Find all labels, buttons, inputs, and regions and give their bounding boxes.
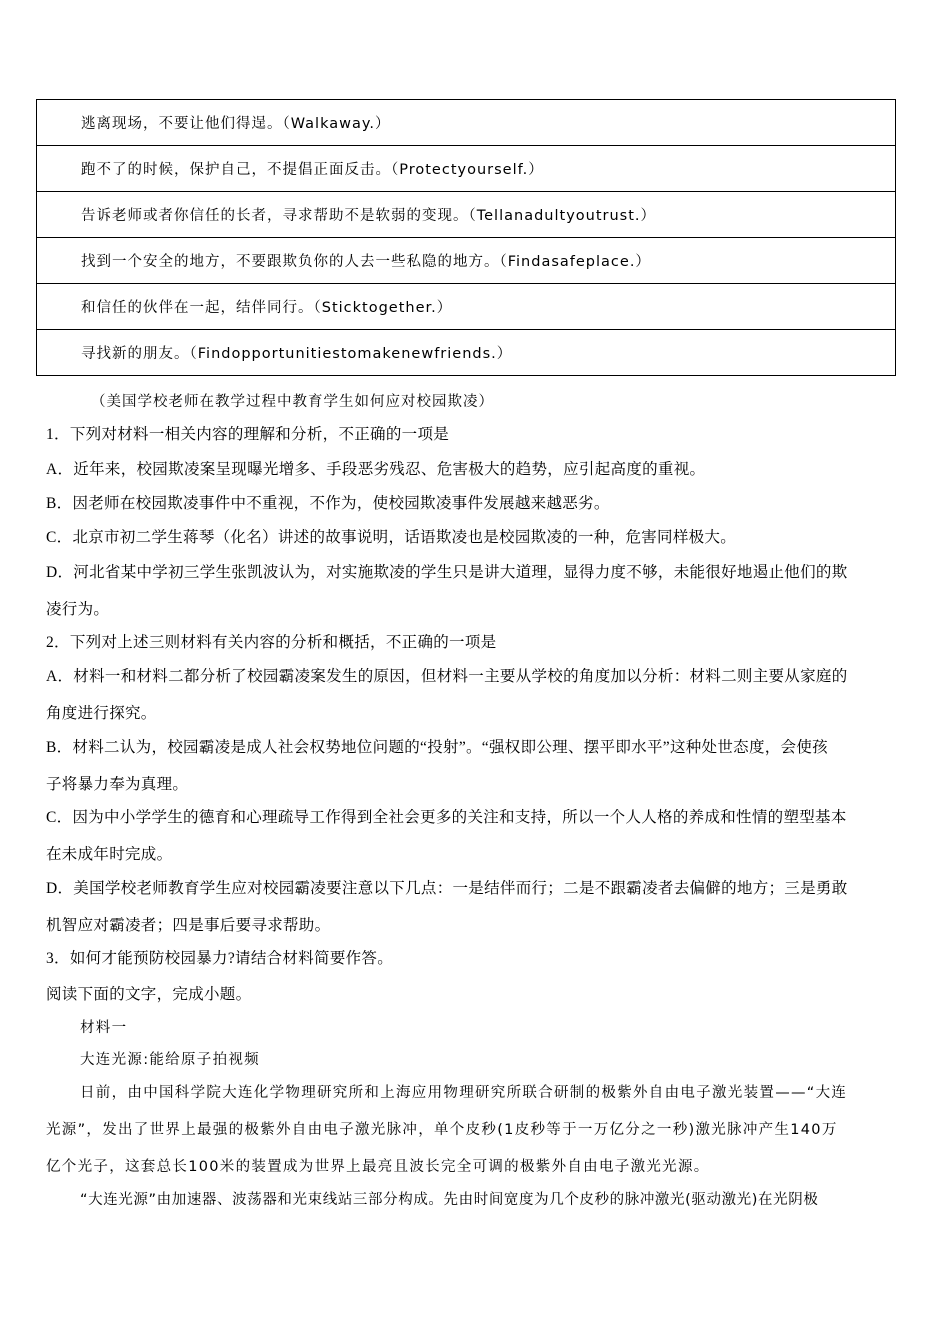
question-1-option-d: D．河北省某中学初三学生张凯波认为，对实施欺凌的学生只是讲大道理，显得力度不够，未能很好地遏止他们的欺 — [46, 564, 848, 581]
table-row: 找到一个安全的地方，不要跟欺负你的人去一些私隐的地方。（Findasafeplace.） — [37, 238, 896, 284]
material-paragraph-2: “大连光源”由加速器、波荡器和光束线站三部分构成。先由时间宽度为几个皮秒的脉冲激光(驱动激光)在光阴极 — [80, 1192, 819, 1208]
table-row: 寻找新的朋友。（Findopportunitiestomakenewfriends.） — [37, 330, 896, 376]
question-2-option-c: C．因为中小学学生的德育和心理疏导工作得到全社会更多的关注和支持，所以一个人人格的养成和性情的塑型基本 — [46, 809, 847, 826]
question-2-option-a: A．材料一和材料二都分析了校园霸凌案发生的原因，但材料一主要从学校的角度加以分析：材料二则主要从家庭的 — [46, 668, 848, 685]
material-paragraph-1: 日前，由中国科学院大连化学物理研究所和上海应用物理研究所联合研制的极紫外自由电子激光装置——“大连 — [80, 1085, 848, 1101]
question-2-option-b-cont: 子将暴力奉为真理。 — [46, 776, 189, 793]
question-2-option-c-cont: 在未成年时完成。 — [46, 846, 173, 863]
safety-tips-table — [36, 99, 896, 376]
material-title: 大连光源:能给原子拍视频 — [80, 1052, 260, 1068]
material-label: 材料一 — [80, 1020, 128, 1036]
material-paragraph-1-cont: 光源”，发出了世界上最强的极紫外自由电子激光脉冲，单个皮秒(1皮秒等于一万亿分之一秒)激光脉冲产生140万 — [46, 1122, 838, 1138]
question-1-option-d-cont: 凌行为。 — [46, 601, 110, 618]
question-1-option-a: A．近年来，校园欺凌案呈现曝光增多、手段恶劣残忍、危害极大的趋势，应引起高度的重视。 — [46, 461, 706, 478]
question-1-option-b: B．因老师在校园欺凌事件中不重视，不作为，使校园欺凌事件发展越来越恶劣。 — [46, 495, 610, 512]
question-2-option-b: B．材料二认为，校园霸凌是成人社会权势地位问题的“投射”。“强权即公理、摆平即水平”这种处世态度，会使孩 — [46, 739, 828, 756]
material-paragraph-1-cont: 亿个光子，这套总长100米的装置成为世界上最亮且波长完全可调的极紫外自由电子激光光源。 — [46, 1159, 710, 1175]
question-2-option-d-cont: 机智应对霸凌者；四是事后要寻求帮助。 — [46, 917, 331, 934]
table-row: 和信任的伙伴在一起，结伴同行。（Sticktogether.） — [37, 284, 896, 330]
question-2-option-d: D．美国学校老师教育学生应对校园霸凌要注意以下几点：一是结伴而行；二是不跟霸凌者去偏僻的地方；三是勇敢 — [46, 880, 848, 897]
table-row: 告诉老师或者你信任的长者，寻求帮助不是软弱的变现。（Tellanadultyoutrust.） — [37, 192, 896, 238]
question-1-stem: 1．下列对材料一相关内容的理解和分析，不正确的一项是 — [46, 426, 450, 443]
question-2-stem: 2．下列对上述三则材料有关内容的分析和概括，不正确的一项是 — [46, 634, 497, 651]
table-row: 逃离现场，不要让他们得逞。（Walkaway.） — [37, 100, 896, 146]
question-3: 3．如何才能预防校园暴力?请结合材料简要作答。 — [46, 950, 394, 967]
question-2-option-a-cont: 角度进行探究。 — [46, 705, 157, 722]
question-1-option-c: C．北京市初二学生蒋琴（化名）讲述的故事说明，话语欺凌也是校园欺凌的一种，危害同样极大。 — [46, 529, 737, 546]
table-caption: （美国学校老师在教学过程中教育学生如何应对校园欺凌） — [91, 394, 494, 410]
table-row: 跑不了的时候，保护自己，不提倡正面反击。（Protectyourself.） — [37, 146, 896, 192]
reading-instruction: 阅读下面的文字，完成小题。 — [46, 986, 252, 1003]
